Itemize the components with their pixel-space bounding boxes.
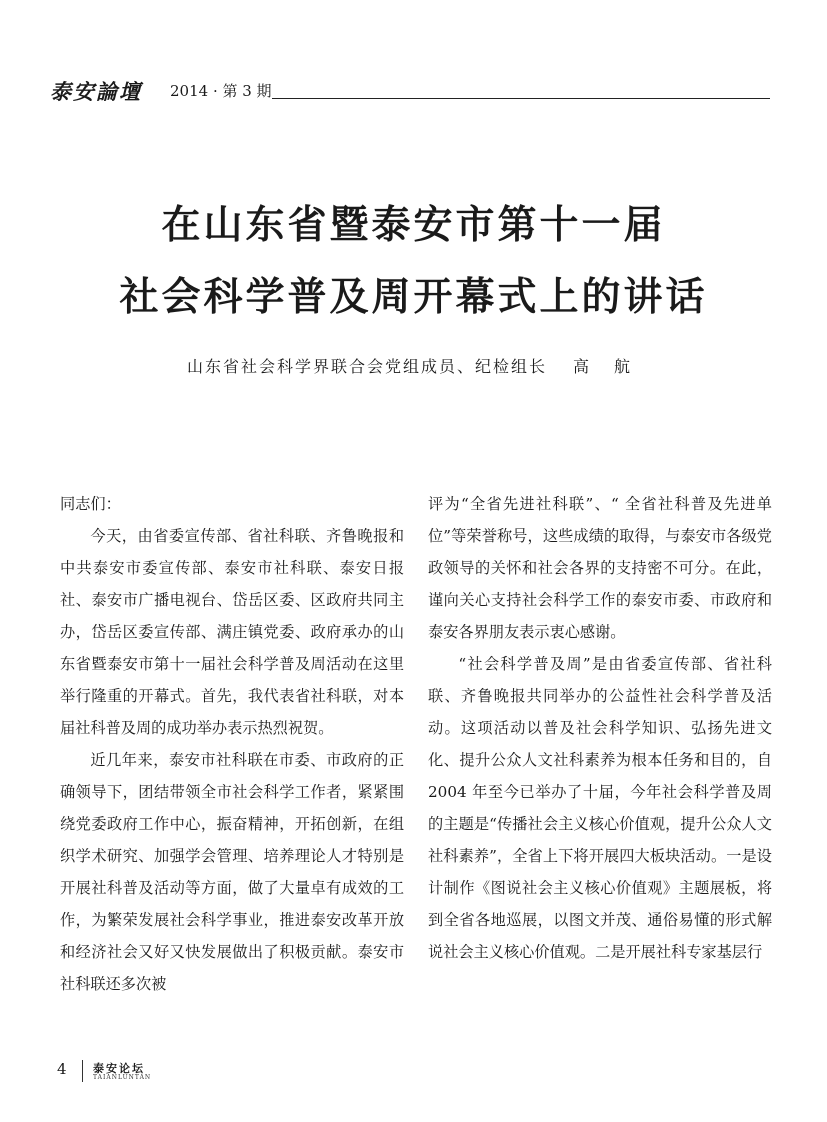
byline bbox=[0, 354, 827, 377]
author-position: 山东省社会科学界联合会党组成员、纪检组长 bbox=[186, 357, 547, 376]
footer-divider bbox=[82, 1060, 83, 1082]
paragraph: “社会科学普及周”是由省委宣传部、省社科联、齐鲁晚报共同举办的公益性社会科学普及活动。这项活动以普及社会科学知识、弘扬先进文化、提升公众人文社科素养为根本任务和目的，自 2004 年至今已举办了十届，今年社会科学普及周的主题是“传播社会主义核心价值观，提升公众人文社科素养”，全省上下将开展四大板块活动。一是设计制作《图说社会主义核心价值观》主题展板，将到全省各地巡展，以图文并茂、通俗易懂的形式解说社会主义核心价值观。二是开展社科专家基层行 bbox=[428, 655, 772, 961]
body-column-left bbox=[60, 488, 404, 1000]
paragraph: 今天，由省委宣传部、省社科联、齐鲁晚报和中共泰安市委宣传部、泰安市社科联、泰安日报社、泰安市广播电视台、岱岳区委、区政府共同主办，岱岳区委宣传部、满庄镇党委、政府承办的山东省暨泰安市第十一届社会科学普及周活动在这里举行隆重的开幕式。首先，我代表省社科联，对本届社科普及周的成功举办表示热烈祝贺。 bbox=[60, 527, 404, 737]
issue-label: 2014 · 第 3 期 bbox=[170, 82, 272, 100]
salutation: 同志们： bbox=[60, 495, 121, 513]
body-column-right bbox=[428, 488, 772, 968]
paragraph: 评为“全省先进社科联”、“ 全省社科普及先进单位”等荣誉称号，这些成绩的取得，与泰安市各级党政领导的关怀和社会各界的支持密不可分。在此，谨向关心支持社会科学工作的泰安市委、市政府和泰安各界朋友表示衷心感谢。 bbox=[428, 495, 772, 641]
header-rule bbox=[272, 98, 770, 99]
footer-brand: 泰安论坛 bbox=[93, 1062, 145, 1075]
page-number: 4 bbox=[57, 1060, 67, 1078]
page-header bbox=[50, 74, 770, 104]
article-title-line-1: 在山东省暨泰安市第十一届 bbox=[161, 202, 666, 248]
journal-logo: 泰安論壇 bbox=[50, 79, 142, 104]
paragraph: 近几年来，泰安市社科联在市委、市政府的正确领导下，团结带领全市社会科学工作者，紧紧围绕党委政府工作中心，振奋精神，开拓创新，在组织学术研究、加强学会管理、培养理论人才特别是开展社科普及活动等方面，做了大量卓有成效的工作，为繁荣发展社会科学事业，推进泰安改革开放和经济社会又好又快发展做出了积极贡献。泰安市社科联还多次被 bbox=[60, 751, 404, 993]
author-name: 高 航 bbox=[572, 357, 641, 376]
footer-brand-en: TAIANLUNTAN bbox=[93, 1074, 152, 1081]
article-title-line-2: 社会科学普及周开幕式上的讲话 bbox=[119, 274, 708, 320]
